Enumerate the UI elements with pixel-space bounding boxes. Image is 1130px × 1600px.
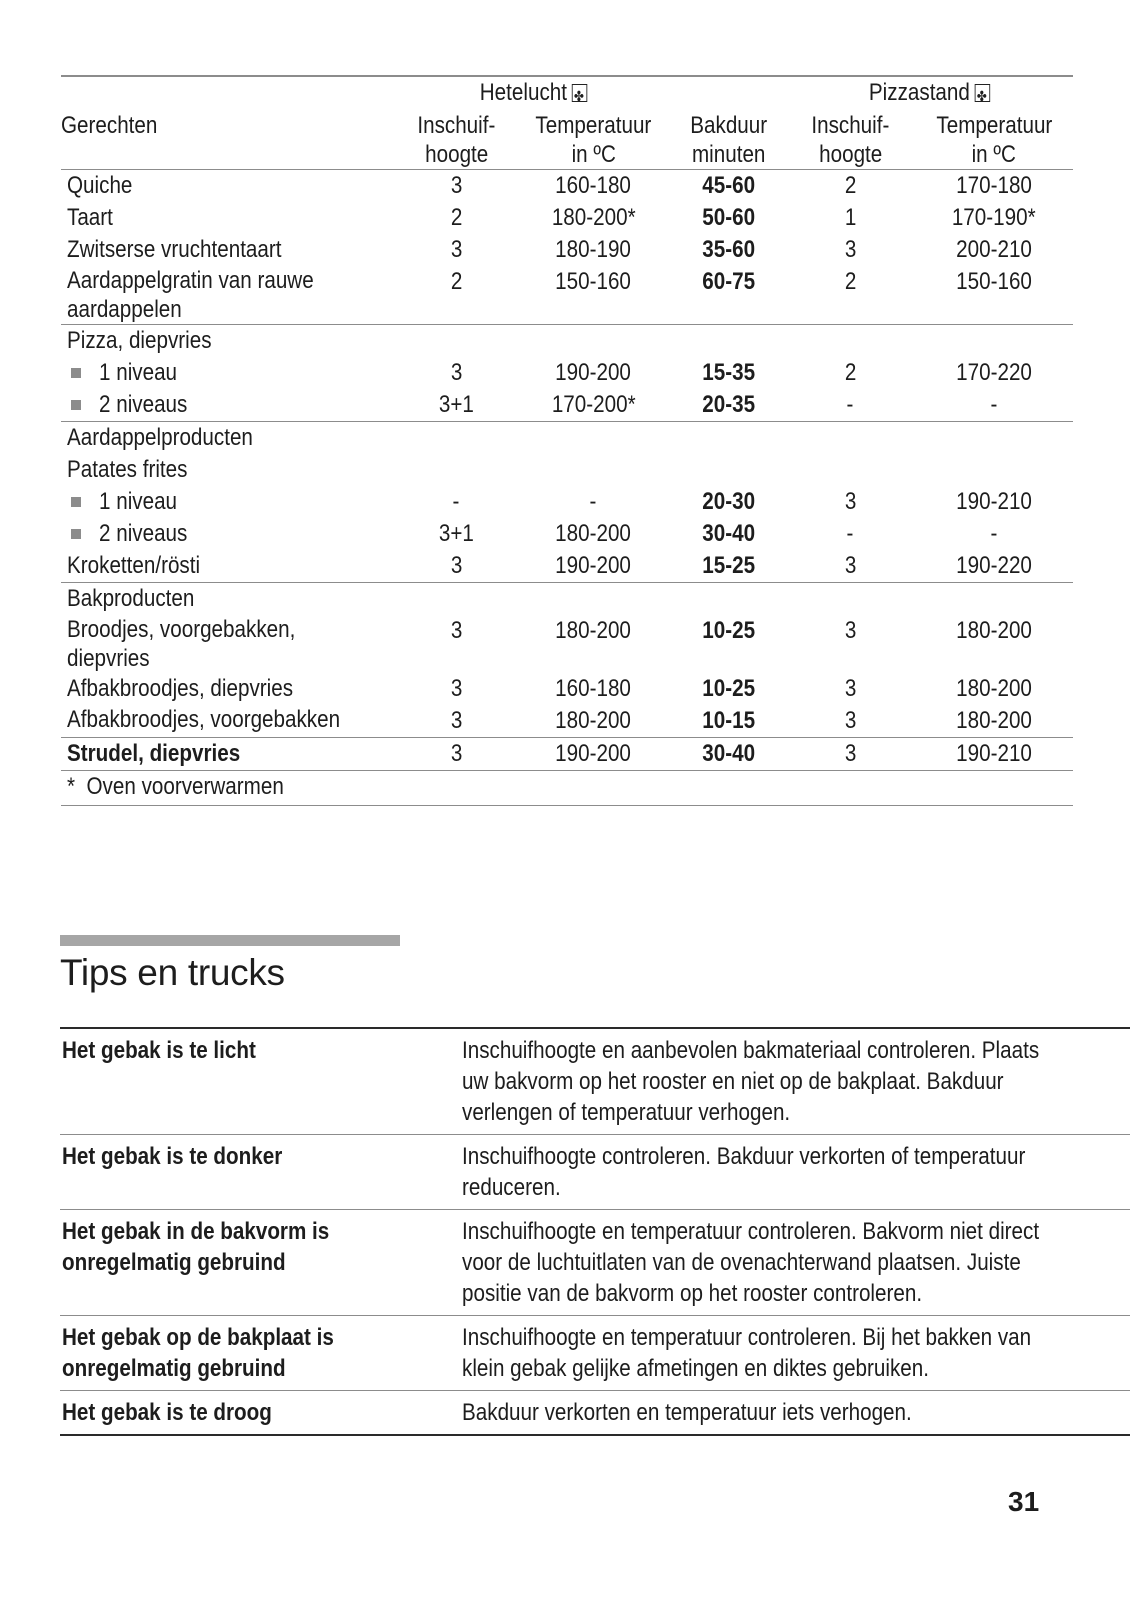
tip-solution: Inschuifhoogte en aanbevolen bakmateriaal controleren. Plaats uw bakvorm op het rooster en niet op de bakplaat. Bakduur verlengen of temperatuur verhogen. xyxy=(462,1037,1040,1126)
cell-h-level: 3 xyxy=(450,675,463,702)
cell-h-temp: 160-180 xyxy=(516,170,671,203)
cell-h-level: 3+1 xyxy=(438,391,474,418)
category-label: Pizza, diepvries xyxy=(61,325,1073,358)
table-row xyxy=(61,170,1073,203)
cell-h-temp: 190-200 xyxy=(555,552,632,579)
cell-time: 20-30 xyxy=(701,488,755,515)
cell-h-level: 3 xyxy=(397,738,516,771)
dish-cell: 1 niveau xyxy=(61,357,397,389)
cell-h-temp: 160-180 xyxy=(555,675,632,702)
cell-p-level: - xyxy=(846,520,854,547)
cell-h-level: 3+1 xyxy=(438,520,474,547)
tip-solution: Inschuifhoogte en temperatuur controleren. Bakvorm niet direct voor de luchtuitlaten van de ovenachterwand plaatsen. Juiste positie van de bakvorm op het rooster controleren. xyxy=(462,1210,1130,1316)
cell-h-temp xyxy=(516,454,671,486)
cell-h-temp: 150-160 xyxy=(555,268,632,295)
cell-p-temp: - xyxy=(990,391,998,418)
cell-p-level: 2 xyxy=(844,359,857,386)
cell-time: 10-15 xyxy=(701,707,755,734)
col-header-p-level: Inschuif- hoogte xyxy=(811,112,890,168)
cell-p-temp: 180-200 xyxy=(956,707,1032,734)
tips-table xyxy=(60,1027,1130,1436)
cell-h-temp: 180-200 xyxy=(555,520,632,547)
cell-time xyxy=(671,454,786,486)
hetelucht-fan-icon xyxy=(572,84,587,102)
cell-h-temp: 180-200 xyxy=(555,617,632,644)
cell-time: 45-60 xyxy=(671,170,786,203)
dish-cell: Patates frites xyxy=(67,456,188,483)
tip-problem: Het gebak in de bakvorm is onregelmatig gebruind xyxy=(60,1210,462,1316)
tips-title: Tips en trucks xyxy=(60,952,285,993)
cell-time: 15-35 xyxy=(701,359,755,386)
cell-p-level: 2 xyxy=(844,268,857,295)
table-row xyxy=(61,202,1073,234)
tip-solution: Inschuifhoogte en temperatuur controleren. Bij het bakken van klein gebak gelijke afmetingen en diktes gebruiken. xyxy=(462,1316,1130,1391)
footnote-row xyxy=(61,771,1073,806)
cell-h-temp: 180-200* xyxy=(551,204,636,231)
table-category-row xyxy=(61,583,1073,616)
cell-p-temp: 200-210 xyxy=(956,236,1032,263)
table-row xyxy=(61,518,1073,550)
cell-h-temp: 180-200 xyxy=(555,707,632,734)
dish-cell: Broodjes, voorgebakken, diepvries xyxy=(67,616,296,672)
cell-h-level: - xyxy=(452,488,460,515)
cell-p-level xyxy=(786,454,916,486)
group-header-hetelucht: Hetelucht✤ xyxy=(397,76,671,111)
tip-problem: Het gebak op de bakplaat is onregelmatig gebruind xyxy=(60,1316,462,1391)
baking-table xyxy=(61,75,1073,806)
cell-time: 10-25 xyxy=(701,617,755,644)
cell-p-level: 3 xyxy=(844,552,857,579)
cell-time: 60-75 xyxy=(701,268,755,295)
cell-p-level: - xyxy=(846,391,854,418)
column-header-row xyxy=(61,111,1073,170)
section-divider-bar xyxy=(60,935,400,946)
cell-p-temp: 180-200 xyxy=(956,675,1032,702)
table-row xyxy=(61,266,1073,325)
col-header-h-temp: Temperatuur in ºC xyxy=(535,112,652,168)
cell-p-temp: 150-160 xyxy=(956,268,1032,295)
col-header-dish: Gerechten xyxy=(61,112,158,139)
dish-cell: Afbakbroodjes, voorgebakken xyxy=(67,706,341,733)
cell-h-level: 3 xyxy=(450,552,463,579)
cell-p-temp: 190-210 xyxy=(956,488,1032,515)
page-number: 31 xyxy=(1008,1486,1040,1517)
dish-cell: Kroketten/rösti xyxy=(67,552,201,579)
cell-h-level: 3 xyxy=(397,170,516,203)
cell-p-temp xyxy=(915,454,1073,486)
cell-time: 35-60 xyxy=(701,236,755,263)
cell-p-temp: - xyxy=(990,520,998,547)
cell-time: 10-25 xyxy=(701,675,755,702)
table-row xyxy=(61,454,1073,486)
cell-p-level: 2 xyxy=(786,170,916,203)
dish-cell: 2 niveaus xyxy=(61,389,397,422)
group-header-pizzastand: Pizzastand✤ xyxy=(786,76,1073,111)
pizzastand-fan-icon xyxy=(975,84,990,102)
cell-p-temp: 170-220 xyxy=(956,359,1032,386)
tip-solution: Bakduur verkorten en temperatuur iets verhogen. xyxy=(462,1391,1130,1436)
cell-time: 15-25 xyxy=(701,552,755,579)
cell-h-level: 2 xyxy=(450,268,463,295)
cell-p-level: 3 xyxy=(844,675,857,702)
cell-h-level xyxy=(397,454,516,486)
tip-row xyxy=(60,1135,1130,1210)
cell-p-temp: 190-210 xyxy=(915,738,1073,771)
dish-cell: Afbakbroodjes, diepvries xyxy=(67,675,294,702)
cell-p-level: 3 xyxy=(844,488,857,515)
square-bullet-icon xyxy=(71,400,81,410)
cell-h-level: 3 xyxy=(450,359,463,386)
cell-time: 50-60 xyxy=(701,204,755,231)
category-label: Aardappelproducten xyxy=(61,422,1073,455)
cell-p-temp: 180-200 xyxy=(956,617,1032,644)
category-label: Bakproducten xyxy=(61,583,1073,616)
cell-p-level: 3 xyxy=(844,707,857,734)
cell-p-temp: 190-220 xyxy=(956,552,1032,579)
table-row xyxy=(61,234,1073,266)
square-bullet-icon xyxy=(71,368,81,378)
tip-problem: Het gebak is te donker xyxy=(60,1135,462,1210)
cell-h-temp: 180-190 xyxy=(555,236,632,263)
cell-p-level: 1 xyxy=(844,204,857,231)
cell-h-temp: 170-200* xyxy=(551,391,636,418)
col-header-h-level: Inschuif- hoogte xyxy=(417,112,496,168)
cell-p-level: 3 xyxy=(786,738,916,771)
tip-row xyxy=(60,1391,1130,1436)
cell-h-temp: - xyxy=(589,488,597,515)
dish-cell: Zwitserse vruchtentaart xyxy=(67,236,282,263)
cell-h-level: 3 xyxy=(450,617,463,644)
dish-cell: Strudel, diepvries xyxy=(61,738,397,771)
cell-time: 30-40 xyxy=(671,738,786,771)
cell-time: 30-40 xyxy=(701,520,755,547)
square-bullet-icon xyxy=(71,497,81,507)
dish-cell: 1 niveau xyxy=(61,486,397,518)
dish-cell: Aardappelgratin van rauwe aardappelen xyxy=(67,267,314,323)
group-header-row xyxy=(61,76,1073,111)
tip-row xyxy=(60,1210,1130,1316)
cell-h-level: 3 xyxy=(450,236,463,263)
table-row xyxy=(61,357,1073,389)
cell-h-level: 2 xyxy=(450,204,463,231)
cell-h-level: 3 xyxy=(450,707,463,734)
cell-h-temp: 190-200 xyxy=(516,738,671,771)
cell-h-temp: 190-200 xyxy=(555,359,632,386)
dish-cell: Quiche xyxy=(61,170,397,203)
table-row xyxy=(61,486,1073,518)
table-row xyxy=(61,705,1073,738)
cell-p-level: 3 xyxy=(844,617,857,644)
tip-row xyxy=(60,1028,1130,1135)
cell-p-temp: 170-190* xyxy=(952,204,1036,231)
table-row xyxy=(61,615,1073,673)
square-bullet-icon xyxy=(71,529,81,539)
table-category-row xyxy=(61,422,1073,455)
tip-problem: Het gebak is te droog xyxy=(60,1391,462,1436)
dish-cell: Taart xyxy=(67,204,113,231)
footnote: * Oven voorverwarmen xyxy=(61,771,1073,806)
col-header-p-temp: Temperatuur in ºC xyxy=(936,112,1053,168)
tip-row xyxy=(60,1316,1130,1391)
table-row xyxy=(61,550,1073,583)
cell-time: 20-35 xyxy=(701,391,755,418)
table-row xyxy=(61,673,1073,705)
table-row xyxy=(61,389,1073,422)
dish-cell: 2 niveaus xyxy=(61,518,397,550)
col-header-time: Bakduur minuten xyxy=(689,112,767,168)
cell-p-temp: 170-180 xyxy=(915,170,1073,203)
table-category-row xyxy=(61,325,1073,358)
tip-solution: Inschuifhoogte controleren. Bakduur verkorten of temperatuur reduceren. xyxy=(462,1135,1130,1210)
table-row xyxy=(61,738,1073,771)
cell-p-level: 3 xyxy=(844,236,857,263)
tip-problem: Het gebak is te licht xyxy=(62,1037,256,1064)
